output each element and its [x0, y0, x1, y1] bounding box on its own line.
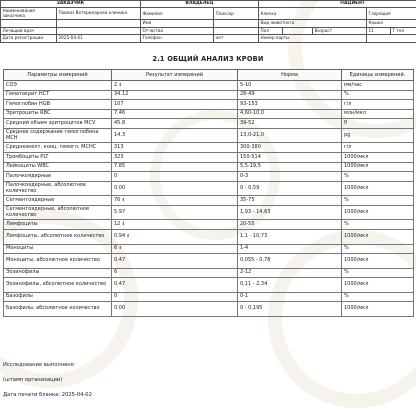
flag-low-icon: ⬇: [118, 82, 122, 88]
cell-norm: 150-514: [238, 153, 342, 163]
cell-norm: 13,0-21,0: [238, 128, 342, 143]
cell-parameter: Палочкоядерные: [4, 172, 112, 182]
animal-type-label: Вид животного: [259, 20, 367, 28]
result-value: 7.46: [114, 110, 126, 117]
result-value: 5.97: [114, 208, 126, 215]
table-row: [4, 119, 414, 129]
cell-parameter: Лимфоциты, абсолютное количество: [4, 230, 112, 245]
cell-unit: 1000/мкл: [342, 181, 414, 196]
result-value: 0.94: [114, 233, 126, 240]
cell-unit: %: [342, 244, 414, 254]
cell-parameter: Сегментоядерные: [4, 196, 112, 206]
cell-result: [112, 109, 238, 119]
print-date-value: 2025-04-02: [61, 392, 92, 398]
cell-unit: 1000/мкл: [342, 302, 414, 317]
cell-parameter: Тромбоциты PLT: [4, 153, 112, 163]
cell-unit: 1000/мкл: [342, 254, 414, 269]
table-row: [4, 90, 414, 100]
column-header-parameter: Параметры измерений: [4, 70, 112, 81]
temperature-label: Т тел: [391, 27, 416, 35]
cell-norm: 28-49: [238, 90, 342, 100]
cell-parameter: Среднеэкелт, конц. гемогл. МCHC: [4, 143, 112, 153]
cell-norm: 300-380: [238, 143, 342, 153]
cell-result: [112, 119, 238, 129]
cell-result: [112, 244, 238, 254]
sex-value: [283, 27, 313, 35]
patient-name-label: Кличка: [259, 8, 367, 20]
results-table: [3, 69, 414, 317]
column-header-unit: Единицы измерений.: [342, 70, 414, 81]
cell-unit: 1000/мкл: [342, 205, 414, 220]
table-row: [4, 181, 414, 196]
cell-parameter: Средний объем эритроцитов MCV: [4, 119, 112, 129]
result-value: 14.3: [114, 132, 126, 139]
result-value: 0.47: [114, 281, 126, 288]
table-row: [4, 153, 414, 163]
cell-norm: 4,60-10,0: [238, 109, 342, 119]
customer-name-value: Повлиз Ветеринарная клиника: [57, 8, 141, 20]
cell-parameter: Эозинофилы: [4, 268, 112, 278]
result-value: 0: [114, 293, 118, 300]
result-value: 45.8: [114, 119, 126, 126]
cell-norm: 0,055 - 0,78: [238, 254, 342, 269]
cell-unit: мм/час: [342, 81, 414, 91]
result-value: 6: [114, 269, 118, 276]
patient-name-value: Глорящая: [367, 8, 416, 20]
cell-unit: 1000/мкл: [342, 153, 414, 163]
flag-low-icon: ⬇: [121, 222, 126, 228]
table-row: [4, 220, 414, 230]
stamp-label: (штамп организации): [3, 377, 63, 383]
cell-norm: 0 - 0,59: [238, 181, 342, 196]
result-value: 0: [114, 172, 118, 179]
cell-parameter: СОЭ: [4, 81, 112, 91]
owner-patronymic-value: [214, 27, 259, 35]
cell-unit: %: [342, 90, 414, 100]
cell-unit: 1000/мкл: [342, 278, 414, 293]
cell-result: [112, 196, 238, 206]
cell-parameter: Гематокрит HCT: [4, 90, 112, 100]
header-table: [0, 0, 416, 43]
cell-result: [112, 254, 238, 269]
cell-norm: 0 - 0,195: [238, 302, 342, 317]
cell-norm: 20-55: [238, 220, 342, 230]
cell-unit: %: [342, 292, 414, 302]
patient-group-title: ПАЦИЕНТ: [259, 1, 416, 8]
cell-unit: %: [342, 220, 414, 230]
cell-parameter: Сегментоядерные, абсолютное количество: [4, 205, 112, 220]
cell-parameter: Эритроциты RBC: [4, 109, 112, 119]
cell-parameter: Моноциты, абсолютное количество: [4, 254, 112, 269]
cell-unit: 1000/мкл: [342, 162, 414, 172]
cell-result: [112, 153, 238, 163]
cell-norm: 1,1 - 10,73: [238, 230, 342, 245]
cell-result: [112, 172, 238, 182]
cell-unit: pg: [342, 128, 414, 143]
phone-label: Телефон: [141, 35, 214, 43]
phone-value: нет: [214, 35, 259, 43]
result-value: 6: [114, 245, 118, 252]
table-row: [4, 205, 414, 220]
result-value: 2: [114, 81, 118, 88]
cell-norm: 1-4: [238, 244, 342, 254]
cell-parameter: Базофилы: [4, 292, 112, 302]
print-date-label: Дата печати бланка:: [3, 392, 61, 398]
cell-unit: %: [342, 268, 414, 278]
cell-unit: %: [342, 196, 414, 206]
cell-norm: 35-75: [238, 196, 342, 206]
owner-firstname-label: Имя: [141, 20, 214, 28]
table-row: [4, 292, 414, 302]
cell-result: [112, 302, 238, 317]
cell-parameter: Среднее содержание гемоглобина МСН: [4, 128, 112, 143]
age-value: 11: [367, 27, 391, 35]
table-row: [4, 302, 414, 317]
result-value: 34.12: [114, 91, 129, 98]
cell-norm: 5-10: [238, 81, 342, 91]
owner-firstname-value: [214, 20, 259, 28]
age-label: Возраст: [313, 27, 367, 35]
section-title: 2.1 ОБЩИЙ АНАЛИЗ КРОВИ: [152, 55, 264, 63]
cell-parameter: Лимфоциты: [4, 220, 112, 230]
result-value: 12: [114, 221, 121, 228]
cell-result: [112, 220, 238, 230]
result-value: 107: [114, 100, 124, 107]
table-row: [4, 230, 414, 245]
flag-high-icon: ⬆: [118, 246, 122, 252]
result-value: 76: [114, 196, 121, 203]
owner-patronymic-label: Отчество: [141, 27, 214, 35]
table-row: [4, 196, 414, 206]
cell-unit: г/л: [342, 100, 414, 110]
owner-surname-label: Фамилия: [141, 8, 214, 20]
table-row: [4, 162, 414, 172]
column-header-norm: Норма: [238, 70, 342, 81]
cell-norm: 0,11 - 2,34: [238, 278, 342, 293]
customer-empty-value: [57, 20, 141, 28]
cell-unit: %: [342, 172, 414, 182]
cell-result: [112, 90, 238, 100]
cell-norm: 93-153: [238, 100, 342, 110]
card-number-value: [367, 35, 416, 43]
owner-surname-value: Плиссер: [214, 8, 259, 20]
cell-result: [112, 181, 238, 196]
result-value: 7.85: [114, 163, 126, 170]
table-row: [4, 81, 414, 91]
owner-group-title: ВЛАДЕЛЕЦ: [141, 1, 259, 8]
registration-date-label: Дата регистрации: [1, 35, 57, 43]
card-number-label: Номер карты: [259, 35, 367, 43]
table-row: [4, 278, 414, 293]
print-date: [3, 392, 92, 398]
sex-label: Пол: [259, 27, 283, 35]
table-row: [4, 244, 414, 254]
table-row: [4, 254, 414, 269]
result-value: 313: [114, 144, 124, 151]
cell-result: [112, 162, 238, 172]
table-row: [4, 100, 414, 110]
flag-low-icon: ⬇: [126, 234, 130, 240]
cell-norm: 1,93 - 14,63: [238, 205, 342, 220]
cell-result: [112, 100, 238, 110]
result-value: 0.47: [114, 257, 126, 264]
cell-norm: 0-1: [238, 292, 342, 302]
cell-result: [112, 81, 238, 91]
cell-norm: 5,5-19,5: [238, 162, 342, 172]
cell-unit: fl: [342, 119, 414, 129]
cell-parameter: Палочкоядерные, абсолютное количество: [4, 181, 112, 196]
customer-group-title: ЗАКАЗЧИК: [1, 1, 141, 8]
cell-result: [112, 128, 238, 143]
table-row: [4, 172, 414, 182]
column-header-result: Результат измерений: [112, 70, 238, 81]
table-row: [4, 143, 414, 153]
customer-name-label: Наименование заказчика: [1, 8, 57, 20]
cell-unit: млн/мкл: [342, 109, 414, 119]
cell-parameter: Лейкоциты WBC: [4, 162, 112, 172]
flag-high-icon: ⬆: [121, 197, 126, 203]
doctor-value: [57, 27, 141, 35]
cell-result: [112, 268, 238, 278]
customer-empty-label: [1, 20, 57, 28]
cell-unit: 1000/мкл: [342, 230, 414, 245]
cell-result: [112, 230, 238, 245]
cell-parameter: Моноциты: [4, 244, 112, 254]
study-done-label: Исследование выполнено: [3, 362, 74, 368]
cell-result: [112, 143, 238, 153]
cell-parameter: Гемоглобин HGB: [4, 100, 112, 110]
cell-parameter: Эозинофилы, абсолютное количество: [4, 278, 112, 293]
cell-unit: г/л: [342, 143, 414, 153]
cell-norm: 2-12: [238, 268, 342, 278]
result-value: 0.00: [114, 184, 126, 191]
table-row: [4, 268, 414, 278]
result-value: 0.00: [114, 305, 126, 312]
table-row: [4, 128, 414, 143]
cell-result: [112, 292, 238, 302]
registration-date-value: 2025-04-01: [57, 35, 141, 43]
cell-result: [112, 278, 238, 293]
cell-parameter: Базофилы, абсолютное количество: [4, 302, 112, 317]
result-value: 323: [114, 153, 124, 160]
cell-norm: 39-52: [238, 119, 342, 129]
cell-norm: 0-3: [238, 172, 342, 182]
animal-type-value: Кошка: [367, 20, 416, 28]
cell-result: [112, 205, 238, 220]
table-row: [4, 109, 414, 119]
doctor-label: Лечащий врач: [1, 27, 57, 35]
